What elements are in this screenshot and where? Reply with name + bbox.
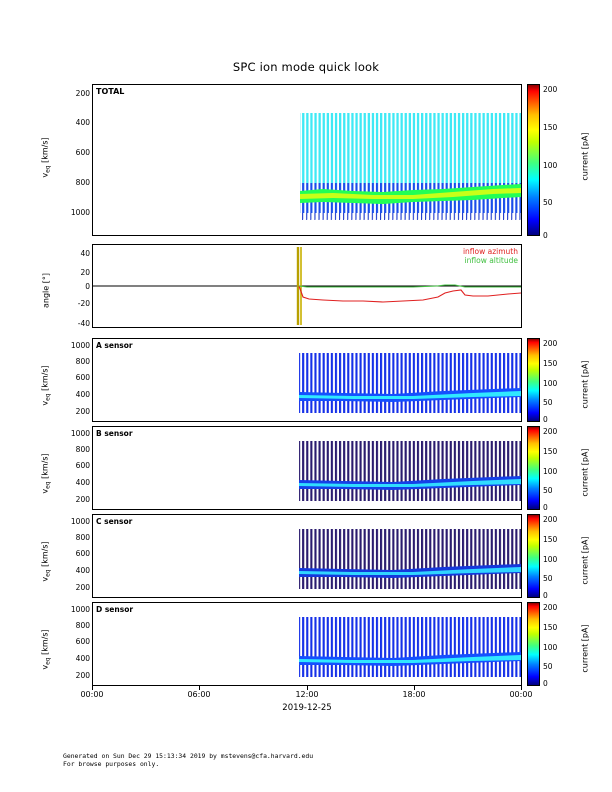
a-ytick-600: 600: [75, 373, 90, 382]
b-cbar-tick-150: 150: [543, 447, 558, 456]
b-ylabel: $v_{eq}$ [km/s]: [40, 453, 52, 494]
d-ytick-600: 600: [75, 637, 90, 646]
xtick-0000-end: 00:00: [509, 690, 533, 699]
c-spectrogram-data: [93, 515, 521, 597]
a-ytick-200: 200: [75, 407, 90, 416]
a-cbar-tick-200: 200: [543, 339, 558, 348]
total-ytick-600: 600: [75, 148, 90, 157]
panel-b-sensor-spectrogram[interactable]: [92, 426, 522, 510]
a-colorbar-label: current [pA]: [580, 360, 590, 409]
c-cbar-tick-50: 50: [543, 574, 553, 583]
b-cbar-tick-50: 50: [543, 486, 553, 495]
c-ylabel: $v_{eq}$ [km/s]: [40, 541, 52, 582]
c-colorbar[interactable]: [527, 514, 540, 598]
total-cbar-tick-200: 200: [543, 85, 558, 94]
a-spectrogram-data: [93, 339, 521, 421]
c-cbar-tick-150: 150: [543, 535, 558, 544]
panel-d-sensor-spectrogram[interactable]: [92, 602, 522, 686]
panel-a-label: A sensor: [96, 341, 133, 350]
c-ytick-800: 800: [75, 533, 90, 542]
footer-browse-note: For browse purposes only.: [63, 760, 160, 768]
b-ytick-400: 400: [75, 478, 90, 487]
b-ytick-600: 600: [75, 461, 90, 470]
figure-title: SPC ion mode quick look: [232, 60, 380, 74]
panel-total-label: TOTAL: [96, 87, 125, 96]
a-ytick-1000: 1000: [70, 341, 90, 350]
total-ytick-400: 800: [75, 178, 90, 187]
c-cbar-tick-100: 100: [543, 555, 558, 564]
xtick-1200: 12:00: [295, 690, 319, 699]
xtick-1800: 18:00: [402, 690, 426, 699]
a-ytick-800: 800: [75, 357, 90, 366]
angle-legend: [378, 247, 518, 265]
b-colorbar-label: current [pA]: [580, 448, 590, 497]
angle-ytick-20: 20: [80, 268, 90, 277]
panel-total-spectrogram[interactable]: [92, 84, 522, 236]
x-axis-label: 2019-12-25: [282, 703, 332, 713]
xtick-0000-start: 00:00: [80, 690, 104, 699]
total-cbar-tick-100: 100: [543, 161, 558, 170]
angle-ytick--40: -40: [77, 319, 90, 328]
angle-ytick--20: -20: [77, 299, 90, 308]
total-ytick-200: 1000: [70, 208, 90, 217]
xtick-0600: 06:00: [187, 690, 211, 699]
total-cbar-tick-150: 150: [543, 123, 558, 132]
a-cbar-tick-100: 100: [543, 379, 558, 388]
b-cbar-tick-0: 0: [543, 503, 548, 512]
legend-inflow-altitude: inflow altitude: [464, 256, 518, 265]
total-cbar-tick-0: 0: [543, 231, 548, 240]
panel-c-sensor-spectrogram[interactable]: [92, 514, 522, 598]
footer-generated-line: Generated on Sun Dec 29 15:13:34 2019 by mstevens@cfa.harvard.edu: [63, 752, 314, 760]
a-colorbar[interactable]: [527, 338, 540, 422]
d-colorbar[interactable]: [527, 602, 540, 686]
b-cbar-tick-200: 200: [543, 427, 558, 436]
a-ylabel: $v_{eq}$ [km/s]: [40, 365, 52, 406]
legend-inflow-azimuth: inflow azimuth: [462, 247, 518, 256]
panel-inflow-angle[interactable]: [92, 244, 522, 328]
a-ytick-400: 400: [75, 390, 90, 399]
d-cbar-tick-150: 150: [543, 623, 558, 632]
angle-ytick-0: 0: [85, 282, 90, 291]
c-cbar-tick-200: 200: [543, 515, 558, 524]
angle-ytick-40: 40: [80, 249, 90, 258]
d-ylabel: $v_{eq}$ [km/s]: [40, 629, 52, 670]
total-colorbar[interactable]: [527, 84, 540, 236]
c-ytick-200: 200: [75, 583, 90, 592]
c-ytick-400: 400: [75, 566, 90, 575]
total-colorbar-label: current [pA]: [580, 132, 590, 181]
b-cbar-tick-100: 100: [543, 467, 558, 476]
d-ytick-800: 800: [75, 621, 90, 630]
b-spectrogram-data: [93, 427, 521, 509]
d-spectrogram-data: [93, 603, 521, 685]
d-cbar-tick-100: 100: [543, 643, 558, 652]
b-ytick-800: 800: [75, 445, 90, 454]
d-cbar-tick-50: 50: [543, 662, 553, 671]
panel-b-label: B sensor: [96, 429, 133, 438]
a-cbar-tick-50: 50: [543, 398, 553, 407]
c-cbar-tick-0: 0: [543, 591, 548, 600]
d-ytick-200: 200: [75, 671, 90, 680]
panel-a-sensor-spectrogram[interactable]: [92, 338, 522, 422]
total-cbar-tick-50: 50: [543, 198, 553, 207]
b-ytick-200: 200: [75, 495, 90, 504]
b-colorbar[interactable]: [527, 426, 540, 510]
d-cbar-tick-200: 200: [543, 603, 558, 612]
a-cbar-tick-150: 150: [543, 359, 558, 368]
d-colorbar-label: current [pA]: [580, 624, 590, 673]
angle-ylabel: angle [°]: [41, 273, 51, 308]
total-ytick-1000: 200: [75, 89, 90, 98]
d-ytick-1000: 1000: [70, 605, 90, 614]
d-ytick-400: 400: [75, 654, 90, 663]
total-spectrogram-data: [93, 85, 521, 235]
a-cbar-tick-0: 0: [543, 415, 548, 424]
b-ytick-1000: 1000: [70, 429, 90, 438]
panel-c-label: C sensor: [96, 517, 133, 526]
c-ytick-600: 600: [75, 549, 90, 558]
total-ytick-800: 400: [75, 118, 90, 127]
total-ylabel: $v_{eq}$ [km/s]: [40, 137, 52, 178]
d-cbar-tick-0: 0: [543, 679, 548, 688]
panel-d-label: D sensor: [96, 605, 134, 614]
c-ytick-1000: 1000: [70, 517, 90, 526]
c-colorbar-label: current [pA]: [580, 536, 590, 585]
